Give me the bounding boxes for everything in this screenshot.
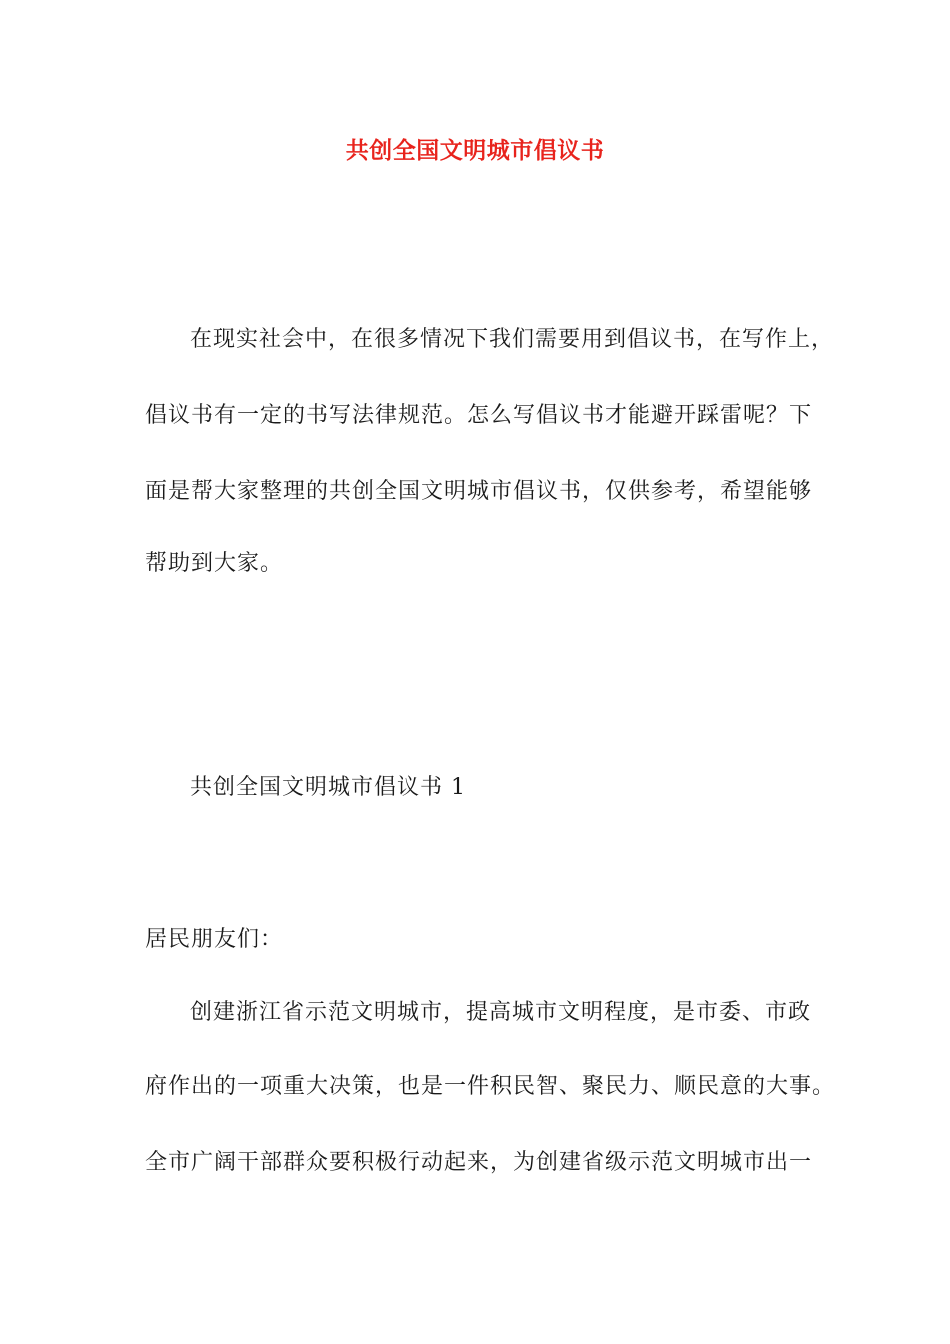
salutation: 居民朋友们： — [145, 927, 284, 952]
intro-line-1: 在现实社会中，在很多情况下我们需要用到倡议书，在写作上， — [190, 327, 835, 352]
intro-line-2: 倡议书有一定的书写法律规范。怎么写倡议书才能避开踩雷呢？下 — [145, 403, 813, 428]
body-line-2: 府作出的一项重大决策，也是一件积民智、聚民力、顺民意的大事。 — [145, 1074, 836, 1099]
section-heading: 共创全国文明城市倡议书 1 — [190, 775, 466, 800]
intro-line-4: 帮助到大家。 — [145, 551, 284, 576]
body-line-3: 全市广阔干部群众要积极行动起来，为创建省级示范文明城市出一 — [145, 1150, 813, 1175]
document-title: 共创全国文明城市倡议书 — [345, 138, 605, 164]
intro-line-3: 面是帮大家整理的共创全国文明城市倡议书，仅供参考，希望能够 — [145, 479, 813, 504]
body-line-1: 创建浙江省示范文明城市，提高城市文明程度，是市委、市政 — [190, 1000, 812, 1025]
